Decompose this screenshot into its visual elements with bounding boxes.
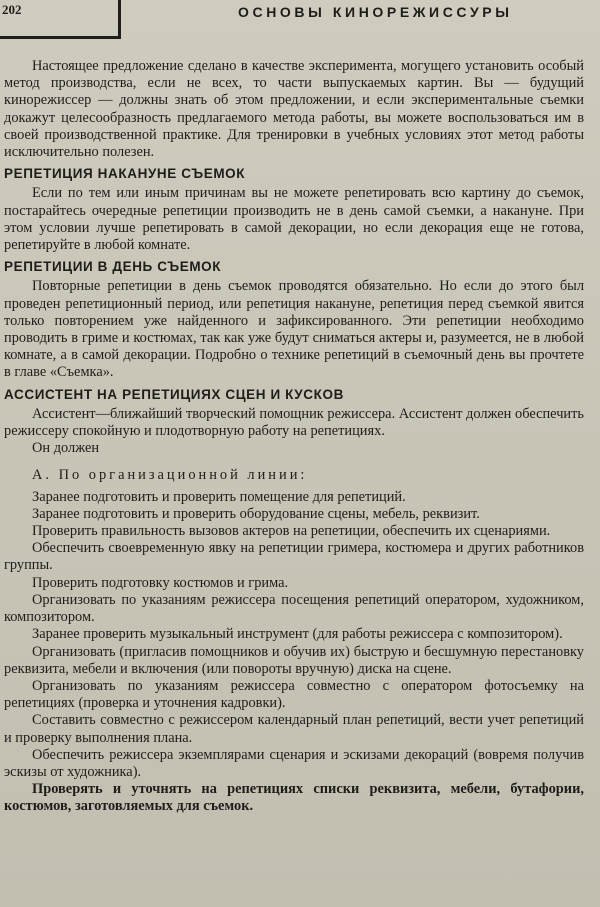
page-header bbox=[0, 0, 600, 40]
section-heading: РЕПЕТИЦИИ В ДЕНЬ СЪЕМОК bbox=[4, 259, 222, 275]
duty-item: Заранее подготовить и проверить помещение для репетиций. bbox=[32, 488, 406, 505]
section-paragraph: Если по тем или иным причинам вы не можете репетировать всю картину до съемок, постарайтесь очередные репетиции производить не в день самой съемки, а накануне. При этом условии лучше репетировать в самой декорации, но если декорация еще не готова, репетируйте в любой комнате. bbox=[4, 185, 584, 254]
section-paragraph: Ассистент—ближайший творческий помощник режиссера. Ассистент должен обеспечить режиссеру спокойную и плодотворную работу на репетициях. bbox=[4, 405, 584, 440]
duty-item: Проверить подготовку костюмов и грима. bbox=[32, 574, 289, 591]
duty-item: Заранее проверить музыкальный инструмент (для работы режиссера с композитором). bbox=[32, 626, 563, 643]
duty-item: Обеспечить своевременную явку на репетиции гримера, костюмера и других работников группы. bbox=[4, 540, 584, 574]
intro-paragraph: Настоящее предложение сделано в качестве эксперимента, могущего установить особый метод производства, если не всех, то части выпускаемых картин. Вы — будущий кинорежиссер — должны знать об этом предложении, и если экспериментальные съемки докажут целесообразность предлагаемого метода работы, вы можете воспользоваться им в своей производственной практике. Для тренировки в учебных условиях этот метод работы исключительно полезен. bbox=[4, 58, 584, 161]
page-number: 202 bbox=[2, 2, 22, 17]
lead-in-line: Он должен bbox=[32, 440, 100, 457]
duty-item: Заранее подготовить и проверить оборудование сцены, мебель, реквизит. bbox=[32, 505, 480, 522]
subheading-organizational: А. По организационной линии: bbox=[32, 467, 308, 484]
header-rule-vertical bbox=[118, 0, 121, 38]
duty-item: Организовать (пригласив помощников и обучив их) быструю и бесшумную перестановку реквизита, мебели и включения (или повороты вручную) диска на сцене. bbox=[4, 643, 584, 677]
duty-item: Проверить правильность вызовов актеров на репетиции, обеспечить их сценариями. bbox=[32, 523, 551, 540]
duty-item: Проверять и уточнять на репетициях списки реквизита, мебели, бутафории, костюмов, заготовляемых для съемок. bbox=[4, 781, 584, 815]
section-heading: РЕПЕТИЦИЯ НАКАНУНЕ СЪЕМОК bbox=[4, 166, 246, 182]
duty-item: Организовать по указаниям режиссера совместно с оператором фотосъемку на репетициях (проверка и уточнения кадровки). bbox=[4, 677, 584, 712]
section-heading: АССИСТЕНТ НА РЕПЕТИЦИЯХ СЦЕН И КУСКОВ bbox=[4, 386, 344, 402]
duty-item: Обеспечить режиссера экземплярами сценария и эскизами декораций (вовремя получив эскизы от художника). bbox=[4, 746, 584, 780]
running-title: ОСНОВЫ КИНОРЕЖИССУРЫ bbox=[238, 4, 513, 20]
header-rule-horizontal bbox=[0, 36, 121, 39]
duty-item: Составить совместно с режиссером календарный план репетиций, вести учет репетиций и проверку выполнения плана. bbox=[4, 712, 584, 746]
duty-item: Организовать по указаниям режиссера посещения репетиций оператором, художником, композитором. bbox=[4, 591, 584, 626]
section-paragraph: Повторные репетиции в день съемок проводятся обязательно. Но если до этого был проведен репетиционный период, или репетиция накануне, репетиция перед съемкой явится только повторением уже найденного и зафиксированного. Эти репетиции необходимо проводить в гриме и костюмах, так как уже будут сниматься актеры и, разумеется, не в любой комнате, а в самой декорации. Подробно о технике репетиций в съемочный день вы прочтете в главе «Съемка». bbox=[4, 278, 584, 381]
page-body bbox=[4, 58, 584, 816]
